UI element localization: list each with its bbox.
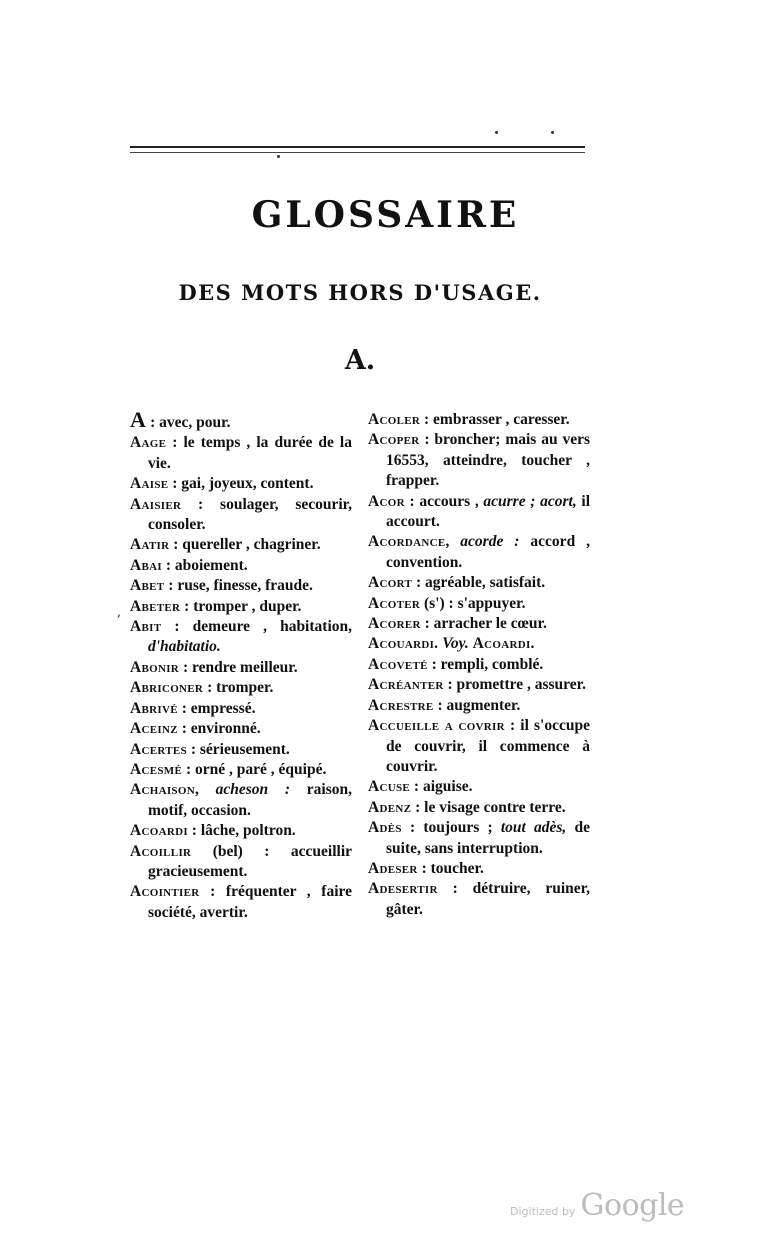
glossary-entry: [368, 716, 590, 777]
speck: [551, 131, 554, 134]
entry-variant: d'habitatio.: [148, 638, 221, 656]
entry-definition: ,: [445, 533, 461, 551]
entry-definition: : rendre meilleur.: [179, 658, 298, 676]
entry-headword: Acréanter: [368, 676, 444, 694]
page-title: GLOSSAIRE: [251, 194, 520, 236]
entry-headword: Adesertir: [368, 880, 438, 898]
glossary-entry: [368, 430, 590, 491]
entry-headword: Accueille a covrir: [368, 717, 505, 735]
entry-definition: : aiguise.: [410, 778, 473, 796]
entry-headword: Acesmé: [130, 760, 183, 778]
entry-headword: Acorer: [368, 615, 421, 633]
glossary-entry: [368, 532, 590, 573]
entry-definition: : tromper , duper.: [180, 597, 302, 615]
entry-definition: : empressé.: [177, 699, 256, 717]
entry-definition: ,: [194, 781, 216, 799]
entry-definition: : lâche, poltron.: [187, 822, 296, 840]
entry-headword: Acoler: [368, 411, 421, 428]
entry-definition: : le visage contre terre.: [411, 798, 566, 816]
glossary-entry: [130, 821, 352, 841]
glossary-entry: [130, 678, 352, 698]
glossary-entry: [130, 740, 352, 760]
entry-variant: acheson :: [215, 781, 291, 799]
entry-headword: Abrivé: [130, 699, 178, 717]
page-subtitle: DES MOTS HORS D'USAGE.: [178, 280, 542, 305]
entry-variant: Voy.: [442, 635, 469, 653]
speck: [495, 131, 498, 134]
entry-crossref: Acoardi.: [472, 635, 535, 653]
entry-definition: : embrasser , caresser.: [420, 411, 570, 428]
glossary-entry: [368, 696, 590, 716]
entry-headword: A: [130, 407, 147, 432]
watermark-brand: Google: [580, 1188, 685, 1223]
entry-variant: acorde :: [460, 533, 520, 551]
entry-definition-tail: il accourt.: [386, 492, 590, 531]
margin-mark: ʼ: [116, 613, 121, 629]
entry-headword: Acuse: [368, 778, 411, 796]
entry-headword: Aage: [130, 434, 167, 452]
entry-headword: Abai: [130, 556, 162, 574]
entry-variant: acurre ; acort,: [483, 492, 577, 510]
entry-definition: : accours ,: [404, 492, 484, 510]
glossary-entry: [368, 614, 590, 634]
entry-variant: tout adès,: [500, 819, 567, 837]
entry-headword: Abonir: [130, 658, 180, 676]
glossary-entry: [130, 495, 352, 536]
entry-headword: Abriconer: [130, 679, 204, 697]
glossary-entry: [130, 617, 352, 658]
glossary-entry: [130, 597, 352, 617]
glossary-entry: [130, 407, 352, 433]
entry-definition: : tromper.: [203, 679, 274, 697]
entry-definition: : toucher.: [417, 859, 484, 877]
entry-definition: : avec, pour.: [146, 414, 231, 431]
entry-definition: : soulager, secourir, consoler.: [148, 495, 352, 534]
glossary-entry: [368, 675, 590, 695]
entry-headword: Aatir: [130, 536, 170, 554]
glossary-entry: [130, 699, 352, 719]
entry-definition: : fréquenter , faire société, avertir.: [148, 883, 352, 921]
entry-definition: : environné.: [177, 720, 261, 738]
glossary-column-left: [130, 407, 352, 923]
entry-definition: : détruire, ruiner, gâter.: [386, 880, 590, 918]
entry-headword: Adenz: [368, 798, 412, 816]
entry-headword: Acertes: [130, 740, 187, 758]
section-letter: A.: [344, 345, 376, 376]
glossary-entry: [130, 882, 352, 923]
glossary-entry: [368, 492, 590, 533]
entry-headword: Adès: [368, 819, 402, 837]
entry-definition: : quereller , chagriner.: [169, 536, 321, 554]
entry-definition: : toujours ;: [401, 819, 501, 837]
glossary-entry: [368, 410, 590, 430]
glossary-entry: [368, 879, 590, 920]
entry-definition: : gai, joyeux, content.: [168, 475, 314, 493]
glossary-entry: [368, 594, 590, 614]
entry-headword: Acointier: [130, 883, 200, 901]
top-rule: [130, 146, 585, 148]
entry-definition: : arracher le cœur.: [420, 615, 547, 633]
entry-definition: : le temps , la durée de la vie.: [148, 434, 352, 472]
google-watermark: [510, 1188, 684, 1223]
entry-definition: : demeure , habitation,: [161, 618, 352, 636]
speck: [277, 155, 280, 158]
glossary-entry: [130, 556, 352, 576]
entry-headword: Adeser: [368, 859, 418, 877]
glossary-entry: [130, 433, 352, 474]
entry-headword: Acouardi.: [368, 635, 439, 653]
glossary-entry: [368, 573, 590, 593]
glossary-entry: [368, 818, 590, 859]
entry-headword: Acoper: [368, 431, 420, 449]
entry-definition: : broncher; mais au vers 16553, atteindre, toucher , frapper.: [386, 431, 590, 490]
glossary-entry: [130, 760, 352, 780]
glossary-entry: [130, 658, 352, 678]
entry-headword: Achaison: [130, 781, 195, 799]
glossary-entry: [368, 634, 590, 654]
top-rule-thin: [130, 152, 585, 153]
glossary-entry: [368, 798, 590, 818]
entry-definition: : rempli, comblé.: [427, 655, 544, 673]
entry-headword: Aaisier: [130, 495, 182, 513]
entry-headword: Acort: [368, 574, 413, 592]
glossary-entry: [130, 719, 352, 739]
entry-headword: Acrestre: [368, 696, 434, 714]
entry-headword: Acoter: [368, 594, 421, 612]
entry-definition: : ruse, finesse, fraude.: [164, 577, 313, 595]
entry-headword: Acoardi: [130, 822, 188, 840]
entry-headword: Abet: [130, 577, 165, 595]
entry-headword: Acor: [368, 492, 405, 510]
entry-definition-tail: de suite, sans interruption.: [386, 819, 590, 857]
entry-definition-tail: raison, motif, occasion.: [148, 781, 352, 819]
watermark-prefix: Digitized by: [510, 1205, 576, 1218]
entry-headword: Abeter: [130, 597, 181, 615]
entry-definition: : il s'occupe de couvrir, il commence à couvrir.: [386, 717, 590, 775]
entry-definition: : aboiement.: [161, 556, 248, 574]
glossary-entry: [130, 576, 352, 596]
glossary-entry: [130, 535, 352, 555]
glossary-entry: [368, 859, 590, 879]
entry-definition: : promettre , assurer.: [443, 676, 586, 694]
entry-headword: Acordance: [368, 533, 446, 551]
glossary-entry: [130, 842, 352, 883]
glossary-entry: [368, 777, 590, 797]
glossary-column-right: [368, 410, 590, 920]
glossary-entry: [130, 780, 352, 821]
entry-headword: Aaise: [130, 475, 169, 493]
entry-definition: : sérieusement.: [186, 740, 290, 758]
entry-headword: Acoillir: [130, 842, 192, 860]
entry-headword: Aceinz: [130, 720, 178, 738]
entry-headword: Acoveté: [368, 655, 428, 673]
entry-definition: : augmenter.: [433, 696, 521, 714]
entry-definition: : orné , paré , équipé.: [182, 760, 327, 778]
entry-headword: Abit: [130, 618, 162, 636]
entry-definition-tail: accord , convention.: [386, 533, 591, 571]
entry-definition: (s') : s'appuyer.: [420, 594, 526, 612]
glossary-entry: [368, 655, 590, 675]
entry-definition: (bel) : accueillir gracieusement.: [148, 842, 352, 880]
entry-definition: : agréable, satisfait.: [412, 574, 546, 592]
glossary-entry: [130, 474, 352, 494]
